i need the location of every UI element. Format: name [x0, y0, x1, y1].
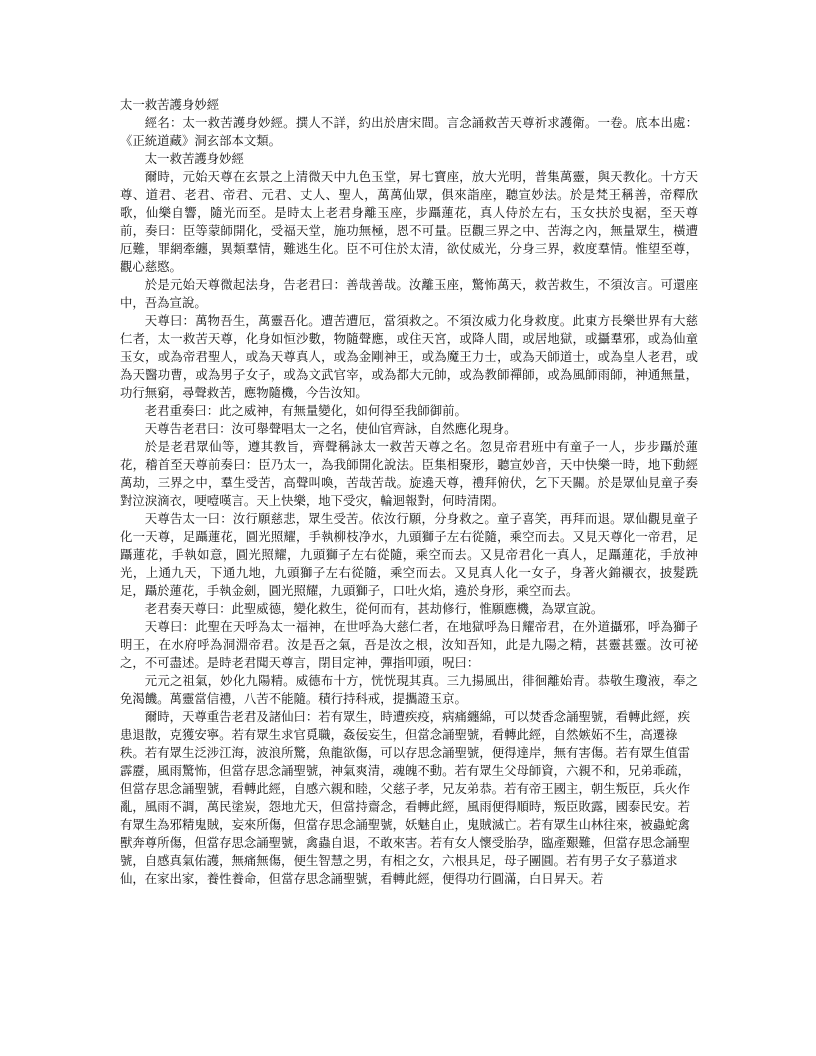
body-paragraph-1: 爾時，元始天尊在玄景之上清微天中九色玉堂，昇七寶座，放大光明，普集萬靈，與天教化。十方天尊、道君、老君、帝君、元君、丈人、聖人，萬萬仙眾，俱來詣座，聽宣妙法。於是梵王稱善，帝釋欣歌，仙樂自響，隨光而至。是時太上老君身離玉座，步躡蓮花，真人侍於左右，玉女扶於曳裾，至天尊前，奏曰：臣等蒙師開化，受福天堂，施功無極，恩不可量。臣觀三界之中、苦海之內，無量眾生，橫遭厄難，罪網牽纏，異類羣情，難逃生化。臣不可住於太清，欲仗威光，分身三界，救度羣情。惟望至尊，觀心慈愍。 — [120, 169, 698, 274]
scripture-inner-title: 太一救苦護身妙經 — [144, 151, 244, 166]
body-paragraph-11: 爾時，天尊重告老君及諸仙曰：若有眾生，時遭疾疫，病痛纏綿，可以焚香念誦聖號，看轉此經，疾患退散，克獲安寧。若有眾生求官覓職，姦佞妄生，但當念誦聖號，看轉此經，自然嫉妬不生，高遷祿秩。若有眾生泛涉江海，波浪所驚，魚龍欲傷，可以存思念誦聖號，便得達岸，無有害傷。若有眾生值雷霹靂，風雨驚怖，但當存思念誦聖號，神氣爽清，魂魄不動。若有眾生父母師資，六親不和，兄弟乖疏，但當存思念誦聖號，看轉此經，自感六親和睦，父慈子孝，兄友弟恭。若有帝王國主，朝生叛臣，兵火作亂，風雨不調，萬民塗炭，怨地尤天，但當持齋念，看轉此經，風雨便得順時，叛臣敗露，國泰民安。若有眾生為邪精鬼賊，妄來所傷，但當存思念誦聖號，妖魅自止，鬼賊滅亡。若有眾生山林往來，被蟲蛇禽獸奔尊所傷，但當存思念誦聖號，禽蟲自退，不敢來害。若有女人懷受胎孕，臨產艱難，但當存思念誦聖號，自感真氣佑護，無痛無傷，便生智慧之男，有相之女，六根具足，母子團圓。若有男子女子慕道求仙，在家出家，養性養命，但當存思念誦聖號，看轉此經，便得功行圓滿，白日昇天。若 — [120, 709, 690, 886]
document-title: 太一救苦護身妙經 — [120, 97, 220, 112]
body-paragraph-2: 於是元始天尊微起法身，告老君曰：善哉善哉。汝離玉座，驚怖萬天，救苦救生，不須汝言。可還座中，吾為宣說。 — [120, 277, 698, 310]
body-paragraph-7: 天尊告太一曰：汝行願慈悲，眾生受苦。依汝行願，分身救之。童子喜笑，再拜而退。眾仙觀見童子化一天尊，足躡蓮花，圓光照耀，手執柳枝净水，九頭獅子左右從隨，乘空而去。又見天尊化一帝君，足躡蓮花，手執如意，圓光照耀，九頭獅子左右從隨，乘空而去。又見帝君化一真人，足躡蓮花，手放神光，上通九天，下通九地，九頭獅子左右從隨，乘空而去。又見真人化一女子，身著火錦襯衣，披髮跣足，躡於蓮花，手執金劍，圓光照耀，九頭獅子，口吐火焰，遶於身形，乘空而去。 — [120, 511, 698, 598]
document-body — [120, 96, 698, 888]
body-paragraph-4: 老君重奏曰：此之威神，有無量變化，如何得至我師御前。 — [144, 403, 467, 418]
body-paragraph-5: 天尊告老君曰：汝可舉聲唱太一之名，使仙官齊詠，自然應化現身。 — [144, 421, 517, 436]
incantation-paragraph: 元元之祖氣，妙化九陽精。威德布十方，恍恍現其真。三九揚風出，徘徊離始青。恭敬生瓊液，奉之免渴饑。萬靈當信禮，八苦不能隨。積行持科戒，提攜證玉京。 — [120, 673, 698, 706]
body-paragraph-6: 於是老君眾仙等，遵其教旨，齊聲稱詠太一救苦天尊之名。忽見帝君班中有童子一人，步步躡於蓮花，稽首至天尊前奏曰：臣乃太一，為我師開化說法。臣集相聚形，聽宣妙音，天中快樂一時，地下動經萬劫，三界之中，羣生受苦，高聲叫喚，苦哉苦哉。旋遶天尊，禮拜俯伏，乞下天關。於是眾仙見童子奏對泣淚滴衣，哽噎嘆言。天上快樂，地下受灾，輪迴報對，何時清閑。 — [120, 439, 698, 508]
body-paragraph-8: 老君奏天尊曰：此聖威德，變化救生，從何而有，甚劫修行，惟願應機，為眾宣說。 — [144, 601, 604, 616]
body-paragraph-3: 天尊曰：萬物吾生，萬靈吾化。遭苦遭厄，當須救之。不須汝威力化身救度。此東方長樂世界有大慈仁者，太一救苦天尊，化身如恒沙數，物隨聲應，或住天宮，或降人間，或居地獄，或攝羣邪，或為仙童玉女，或為帝君聖人，或為天尊真人，或為金剛神王，或為魔王力士，或為天師道士，或為皇人老君，或為天醫功曹，或為男子女子，或為文武官宰，或為都大元帥，或為教師禪師，或為風師雨師，神通無量，功行無窮，尋聲救苦，應物隨機，今告汝知。 — [120, 313, 698, 400]
colophon-paragraph: 經名：太一救苦護身妙經。撰人不詳，約出於唐宋間。言念誦救苦天尊祈求護衛。一卷。底本出處：《正統道藏》洞玄部本文類。 — [120, 115, 698, 148]
body-paragraph-9: 天尊曰：此聖在天呼為太一福神，在世呼為大慈仁者，在地獄呼為日耀帝君，在外道攝邪，呼為獅子明王，在水府呼為洞淵帝君。汝是吾之氣，吾是汝之根，汝知吾知，此是九陽之精，甚靈甚靈。汝可祕之，不可盡述。是時老君聞天尊言，閉目定神，彈指叩頭，呪曰： — [120, 619, 698, 670]
